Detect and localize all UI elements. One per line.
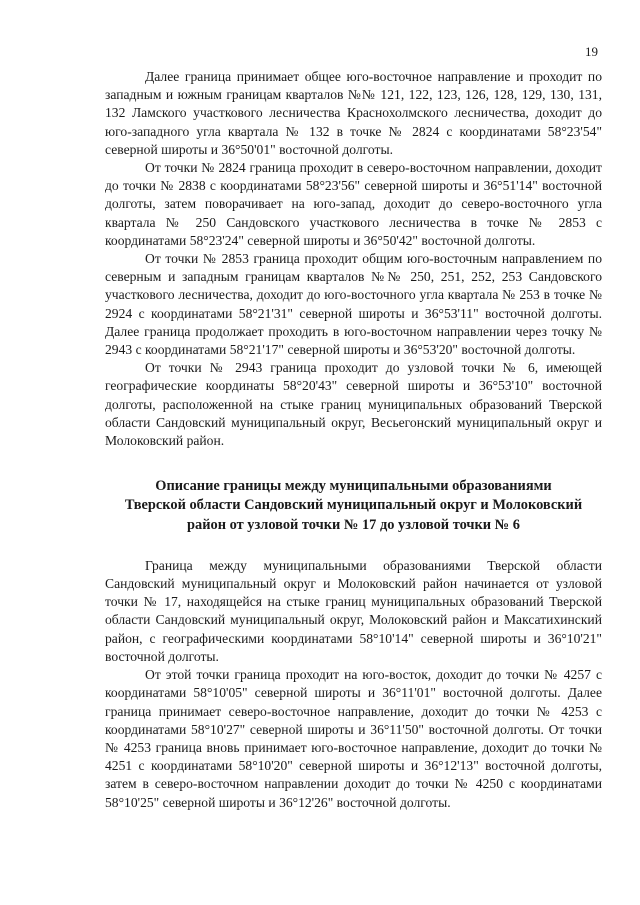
paragraph: От этой точки граница проходит на юго-восток, доходит до точки № 4257 с координатами 58°10'05" северной широты и 36°11'01" восточной долготы. Далее граница принимает северо-восточное направление, доходит до точки № 4253 с координатами 58°10'27" северной широты и 36°11'50" восточной долготы. От точки № 4253 граница вновь принимает юго-восточное направление, доходит до точки № 4251 с координатами 58°10'20" северной широты и 36°12'13" восточной долготы, затем в северо-восточном направлении доходит до точки № 4250 с координатами 58°10'25" северной широты и 36°12'26" восточной долготы. [105, 667, 602, 810]
paragraph: От точки № 2943 граница проходит до узловой точки № 6, имеющей географические координаты 58°20'43" северной широты и 36°53'10" восточной долготы, расположенной на стыке границ муниципальных образований Тверской области Сандовский муниципальный округ, Весьегонский муниципальный округ и Молоковский район. [105, 360, 602, 449]
document-body [105, 68, 602, 812]
section-heading-line: Тверской области Сандовский муниципальный округ и Молоковский [124, 497, 583, 514]
page-number: 19 [585, 44, 598, 59]
paragraph: Граница между муниципальными образованиями Тверской области Сандовский муниципальный округ и Молоковский район начинается от узловой точки № 17, находящейся на стыке границ муниципальных образований Тверской области Сандовский муниципальный округ, Молоковский район и Максатихинский район, с географическими координатами 58°10'14" северной широты и 36°10'21" восточной долготы. [105, 557, 602, 664]
section-heading-line: Описание границы между муниципальными образованиями [155, 478, 552, 495]
paragraph: От точки № 2824 граница проходит в северо-восточном направлении, доходит до точки № 2838 с координатами 58°23'56" северной широты и 36°51'14" восточной долготы, затем поворачивает на юго-запад, доходит до северо-восточного угла квартала № 250 Сандовского участкового лесничества в точке № 2853 с координатами 58°23'24" северной широты и 36°50'42" восточной долготы. [105, 160, 602, 248]
paragraph: Далее граница принимает общее юго-восточное направление и проходит по западным и южным границам кварталов №№ 121, 122, 123, 126, 128, 129, 130, 131, 132 Ламского участкового лесничества Краснохолмского лесничества, доходит до юго-западного угла квартала № 132 в точке № 2824 с координатами 58°23'54" северной широты и 36°50'01" восточной долготы. [105, 69, 602, 157]
paragraph: От точки № 2853 граница проходит общим юго-восточным направлением по северным и западным границам кварталов №№ 250, 251, 252, 253 Сандовского участкового лесничества, доходит до юго-восточного угла квартала № 253 в точке № 2924 с координатами 58°21'31" северной широты и 36°53'11" восточной долготы. Далее граница продолжает проходить в юго-восточном направлении через точку № 2943 с координатами 58°21'17" северной широты и 36°53'20" восточной долготы. [105, 251, 602, 358]
section-heading-line: район от узловой точки № 17 до узловой точки № 6 [187, 516, 520, 533]
section-heading [105, 477, 602, 535]
